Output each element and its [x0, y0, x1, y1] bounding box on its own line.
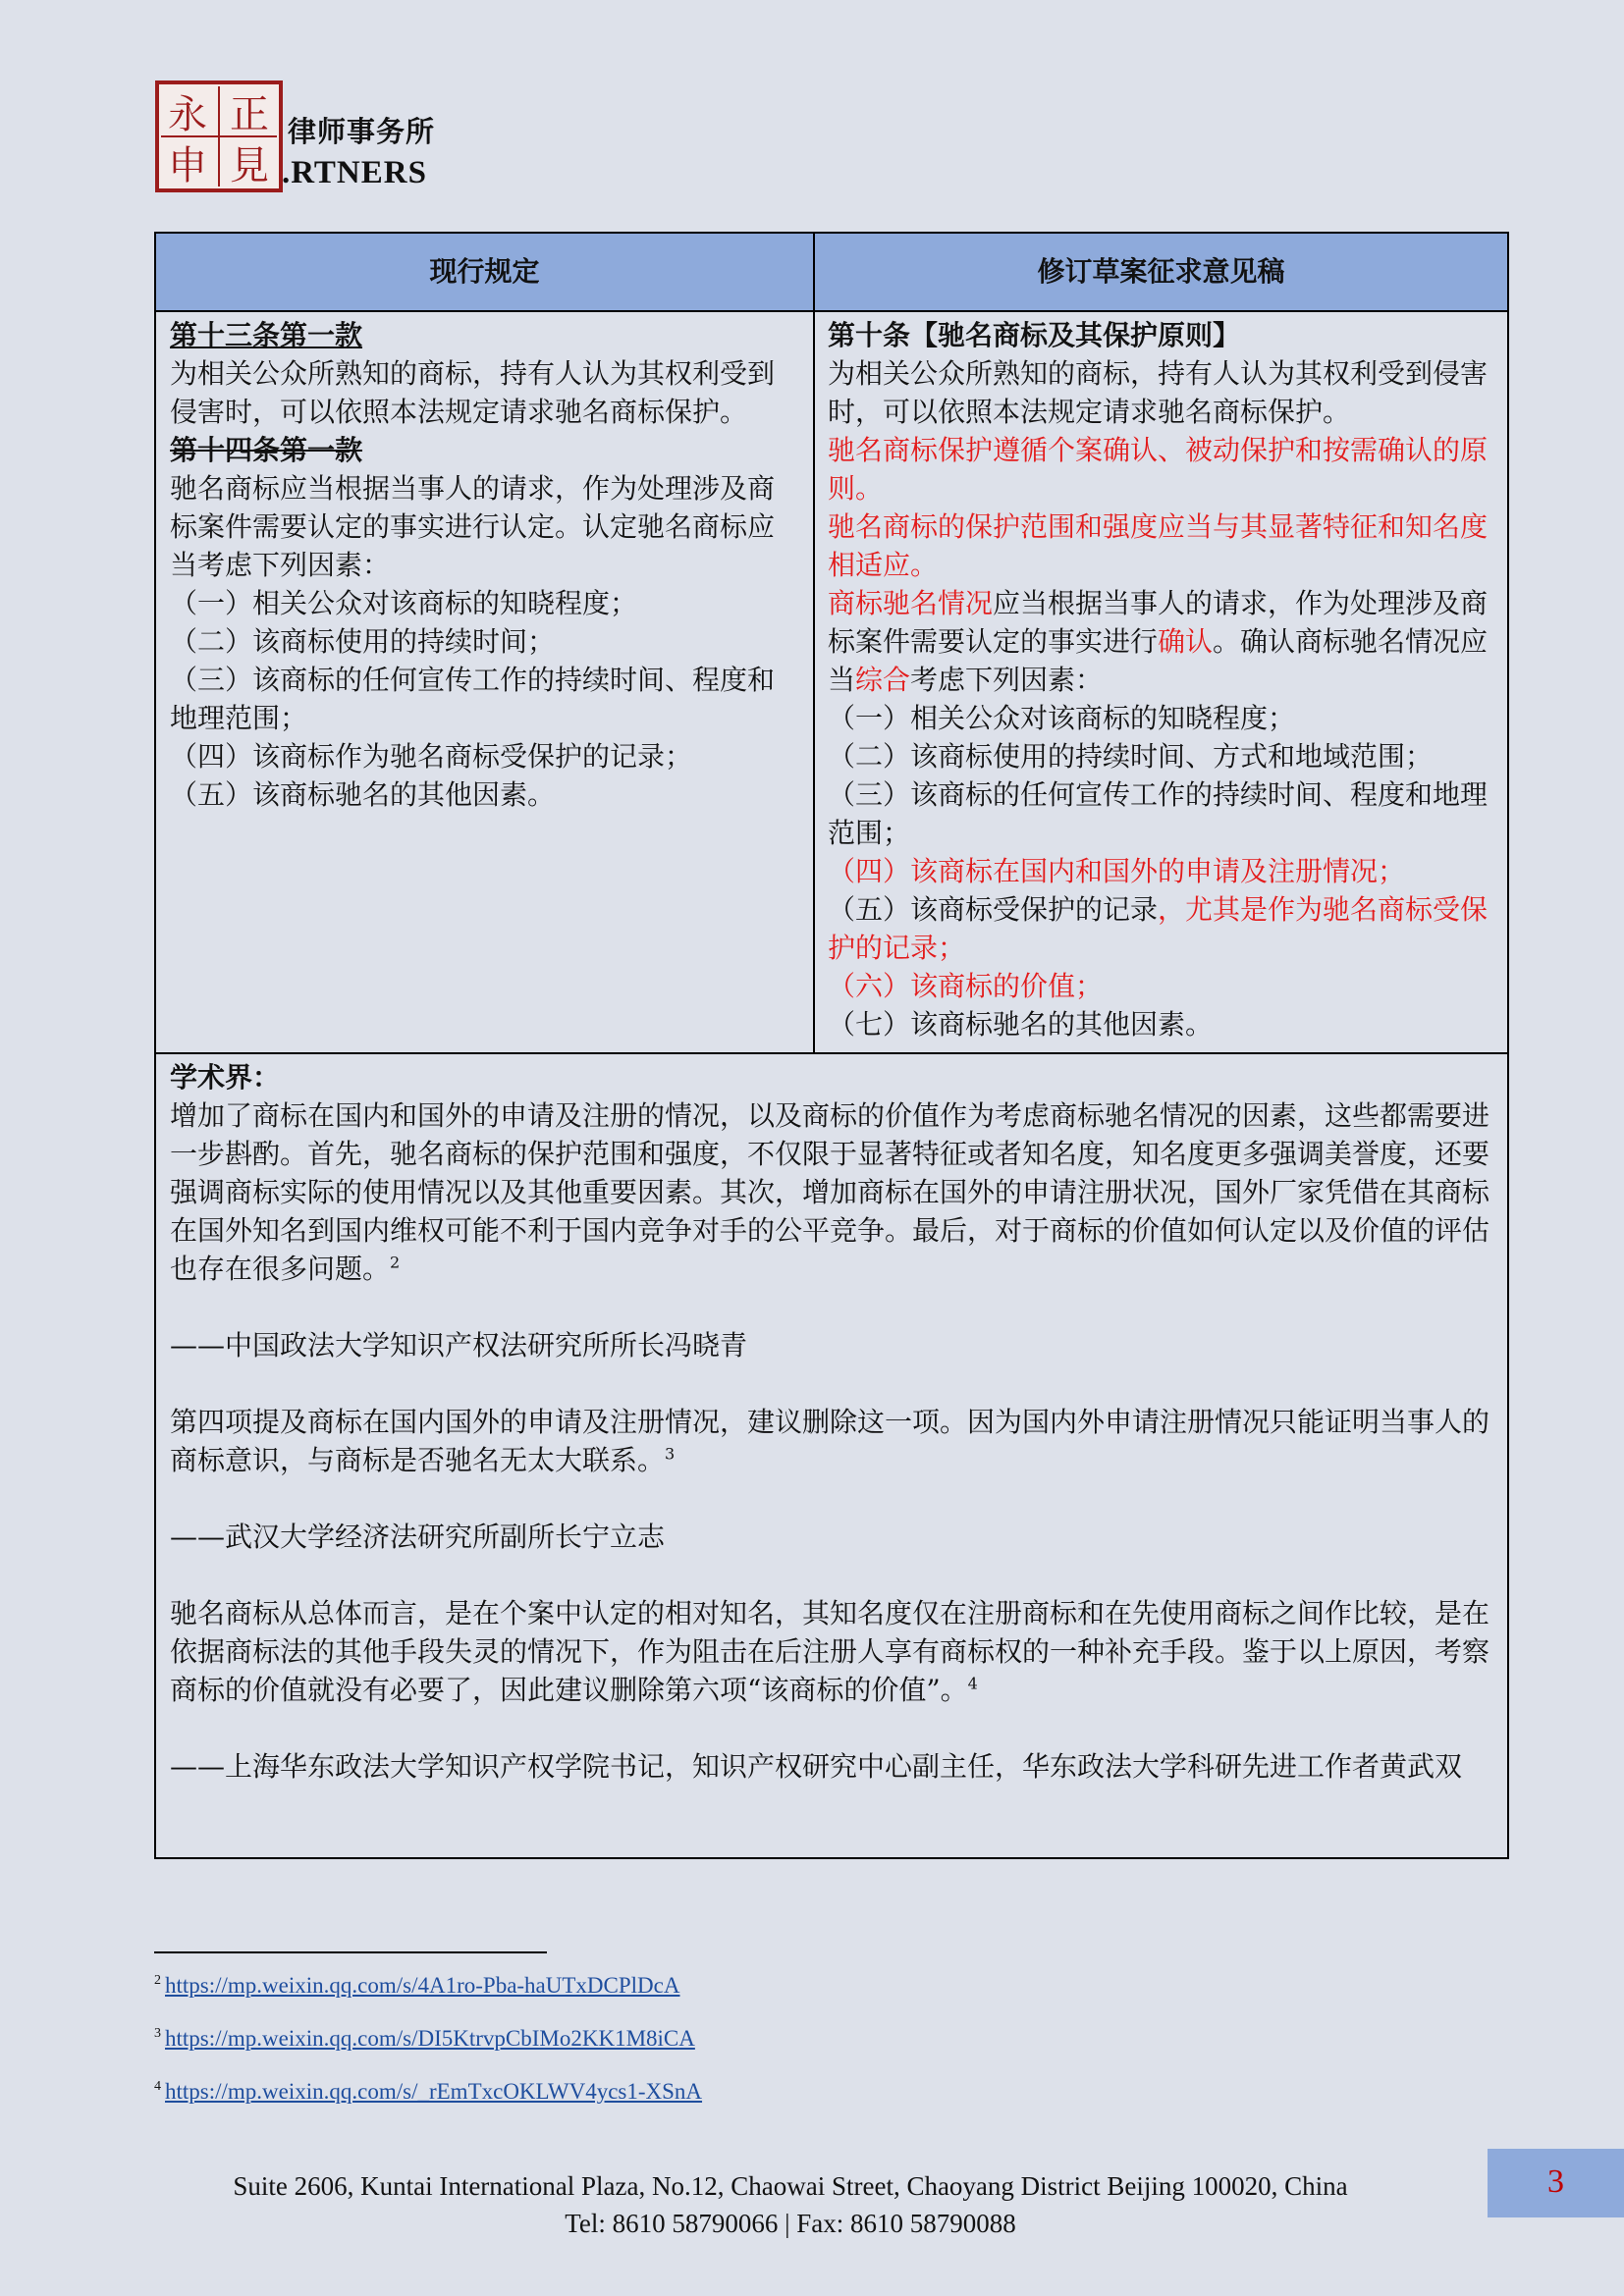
academic-comments-cell: [170, 1058, 1495, 1786]
footnote: [154, 1973, 680, 1999]
current-rules-cell: [170, 316, 798, 814]
comment-author: ——上海华东政法大学知识产权学院书记，知识产权研究中心副主任，华东政法大学科研先进工作者黄武双: [170, 1750, 1463, 1783]
footnote-ref[interactable]: 3: [665, 1444, 676, 1464]
factor-item: （一）相关公众对该商标的知晓程度；: [170, 587, 638, 619]
comparison-table: [154, 232, 1509, 1859]
factor-item: （二）该商标使用的持续时间；: [170, 625, 556, 658]
factor-item: [828, 890, 1499, 967]
factor-item: （二）该商标使用的持续时间、方式和地域范围；: [828, 740, 1434, 773]
scope-text: 驰名商标的保护范围和强度应当与其显著特征和知名度相适应。: [828, 510, 1489, 581]
red-span: 商标驰名情况: [828, 587, 994, 619]
principle-text: 驰名商标保护遵循个案确认、被动保护和按需确认的原则。: [828, 434, 1489, 505]
footnote-number: 3: [154, 2026, 161, 2042]
svg-text:永: 永: [168, 92, 207, 137]
firm-logo-seal: [155, 80, 283, 192]
row-divider: [156, 1052, 1507, 1054]
text-span: 。确认商标驰名情况应当: [828, 625, 1489, 696]
factor-item: （六）该商标的价值；: [828, 970, 1104, 1002]
footnote: [154, 2079, 702, 2105]
footnote: [154, 2026, 695, 2052]
footer-address: Suite 2606, Kuntai International Plaza, No.12, Chaowai Street, Chaoyang District Beijing 100020, China: [233, 2171, 1348, 2201]
red-span: ，尤其是作为驰名商标受保护的记录；: [828, 893, 1489, 964]
header-current-rules: 现行规定: [429, 255, 540, 288]
article-14-heading: 第十四条第一款: [170, 434, 363, 466]
footnote-separator: [154, 1951, 547, 1953]
column-divider: [813, 234, 815, 1052]
footnote-link[interactable]: https://mp.weixin.qq.com/s/DI5KtrvpCbIMo2KK1M8iCA: [165, 2026, 695, 2051]
factor-item: （五）该商标驰名的其他因素。: [170, 778, 556, 811]
table-header-row: [156, 234, 1507, 312]
academic-heading: 学术界：: [170, 1061, 281, 1094]
draft-revision-cell: [828, 316, 1499, 1043]
firm-name-english: .RTNERS: [282, 155, 427, 190]
comment-paragraph: [170, 1594, 1495, 1709]
comment-author: ——中国政法大学知识产权法研究所所长冯晓青: [170, 1329, 748, 1362]
factor-item: （三）该商标的任何宣传工作的持续时间、程度和地理范围；: [170, 664, 776, 734]
firm-name: 律师事务所: [288, 115, 436, 148]
article-10-heading: 第十条【驰名商标及其保护原则】: [828, 319, 1241, 351]
article-13-text: 为相关公众所熟知的商标，持有人认为其权利受到侵害时，可以依照本法规定请求驰名商标保护。: [170, 357, 776, 428]
factor-item: （三）该商标的任何宣传工作的持续时间、程度和地理范围；: [828, 778, 1489, 849]
comment-author: ——武汉大学经济法研究所副所长宁立志: [170, 1521, 666, 1553]
comment-text: 第四项提及商标在国内国外的申请及注册情况，建议删除这一项。因为国内外申请注册情况只能证明当事人的商标意识，与商标是否驰名无太大联系。: [170, 1406, 1490, 1476]
article-10-text: 为相关公众所熟知的商标，持有人认为其权利受到侵害时，可以依照本法规定请求驰名商标保护。: [828, 357, 1489, 428]
red-span: 确认: [1158, 625, 1214, 658]
footnote-number: 2: [154, 1973, 161, 1989]
svg-text:正: 正: [230, 92, 269, 137]
determination-text: [828, 584, 1499, 699]
header-draft-revision: 修订草案征求意见稿: [1037, 255, 1285, 288]
article-13-heading: 第十三条第一款: [170, 319, 363, 351]
footnote-link[interactable]: https://mp.weixin.qq.com/s/4A1ro-Pba-haUTxDCPlDcA: [165, 1973, 680, 1998]
footnote-ref[interactable]: 4: [967, 1674, 978, 1693]
text-span: 应当根据当事人的请求，作为处理涉及商标案件需要认定的事实进行: [828, 587, 1489, 658]
footnote-link[interactable]: https://mp.weixin.qq.com/s/_rEmTxcOKLWV4ycs1-XSnA: [165, 2079, 703, 2104]
factor-item: （四）该商标作为驰名商标受保护的记录；: [170, 740, 693, 773]
comment-paragraph: [170, 1403, 1495, 1479]
comment-text: 增加了商标在国内和国外的申请及注册的情况，以及商标的价值作为考虑商标驰名情况的因素，这些都需要进一步斟酌。首先，驰名商标的保护范围和强度，不仅限于显著特征或者知名度，知名度更多强调美誉度，还要强调商标实际的使用情况以及其他重要因素。其次，增加商标在国外的申请注册状况，国外厂家凭借在其商标在国外知名到国内维权可能不利于国内竞争对手的公平竞争。最后，对于商标的价值如何认定以及价值的评估也存在很多问题。: [170, 1099, 1490, 1285]
article-14-text: 驰名商标应当根据当事人的请求，作为处理涉及商标案件需要认定的事实进行认定。认定驰名商标应当考虑下列因素：: [170, 472, 776, 581]
red-span: 综合: [855, 664, 911, 696]
comment-paragraph: [170, 1096, 1495, 1288]
page-number: 3: [1488, 2149, 1624, 2217]
svg-text:申: 申: [168, 143, 207, 188]
factor-item: （四）该商标在国内和国外的申请及注册情况；: [828, 855, 1406, 887]
factor-item: （七）该商标驰名的其他因素。: [828, 1008, 1214, 1041]
factor-item: （一）相关公众对该商标的知晓程度；: [828, 702, 1296, 734]
text-span: 考虑下列因素：: [910, 664, 1104, 696]
comment-text: 驰名商标从总体而言，是在个案中认定的相对知名，其知名度仅在注册商标和在先使用商标之间作比较，是在依据商标法的其他手段失灵的情况下，作为阻击在后注册人享有商标权的一种补充手段。鉴于以上原因，考察商标的价值就没有必要了，因此建议删除第六项“该商标的价值”。: [170, 1597, 1490, 1706]
footnote-number: 4: [154, 2079, 161, 2095]
svg-text:見: 見: [230, 143, 269, 188]
text-span: （五）该商标受保护的记录: [828, 893, 1159, 926]
footnote-ref[interactable]: 2: [390, 1253, 401, 1272]
footer-contact: Tel: 8610 58790066 | Fax: 8610 58790088: [565, 2209, 1016, 2238]
